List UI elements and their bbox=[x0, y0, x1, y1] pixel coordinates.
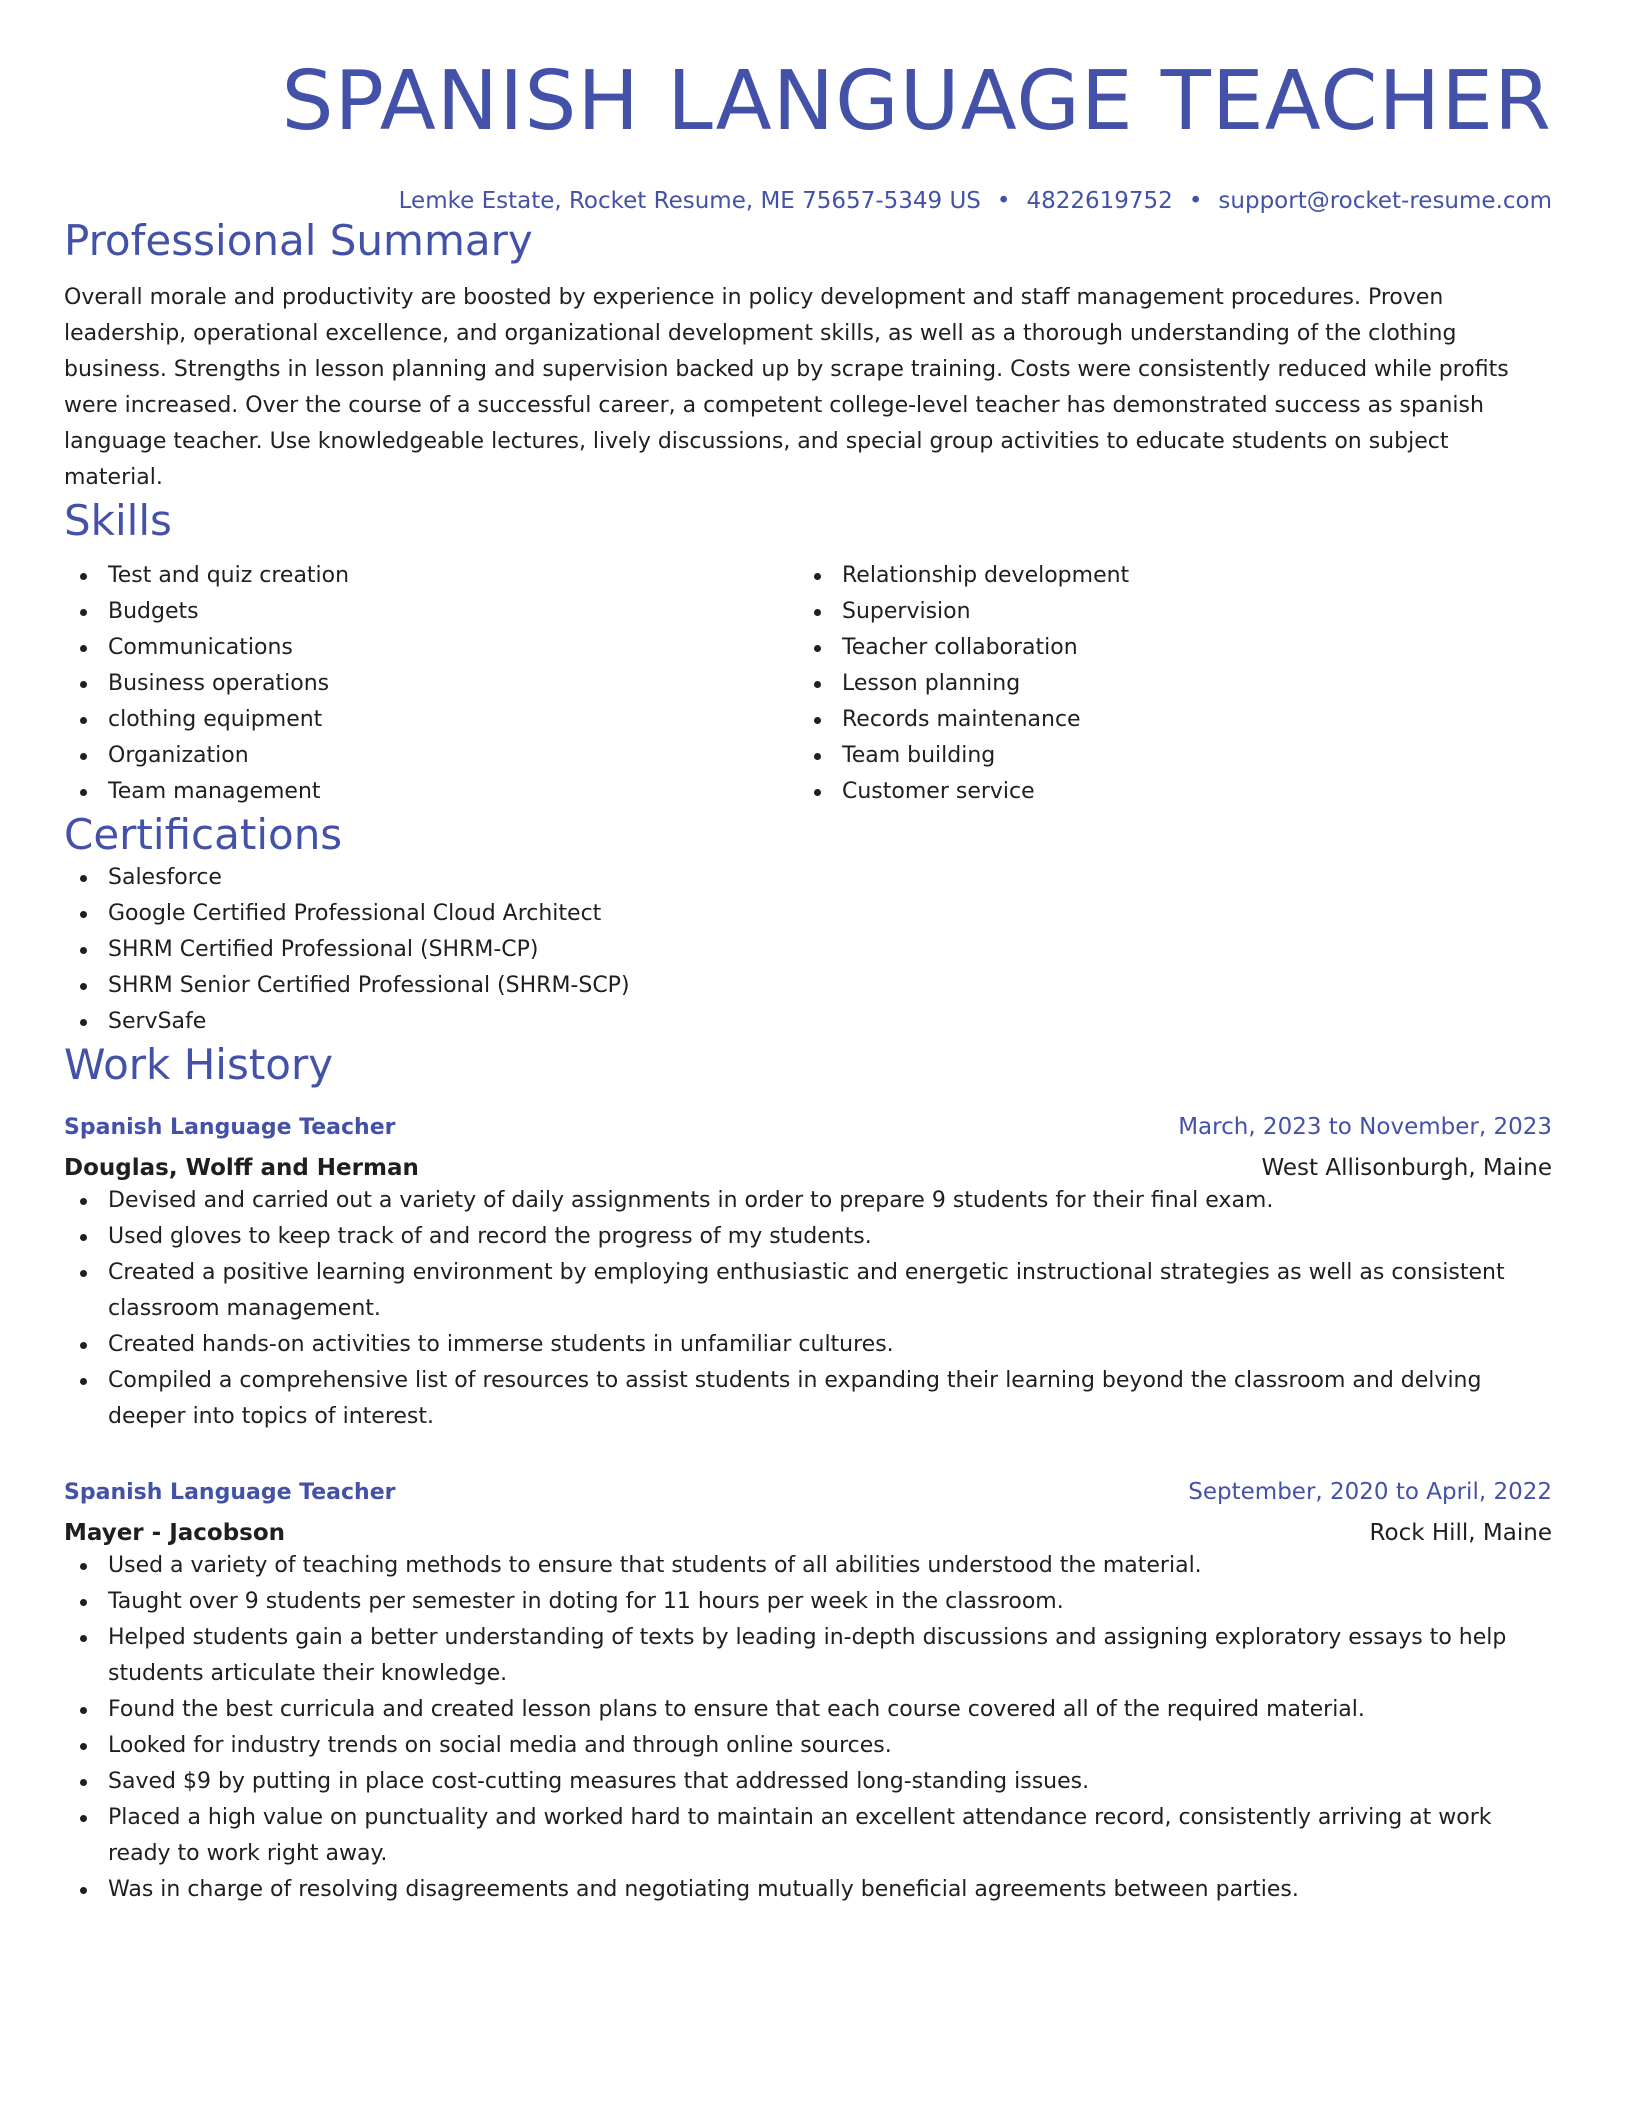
job-bullet: Created a positive learning environment by employing enthusiastic and energetic instructional strategies as well as consistent classroom management. bbox=[64, 1255, 1552, 1327]
contact-email: support@rocket-resume.com bbox=[1218, 188, 1552, 214]
skill-item: Relationship development bbox=[798, 558, 1532, 594]
skills-list-right bbox=[798, 558, 1532, 810]
certification-item: Google Certified Professional Cloud Architect bbox=[64, 896, 1552, 932]
skill-item: clothing equipment bbox=[64, 702, 798, 738]
certification-item: SHRM Certified Professional (SHRM-CP) bbox=[64, 932, 1552, 968]
resume-page bbox=[64, 54, 1552, 1908]
skill-item: Budgets bbox=[64, 594, 798, 630]
job-title: Spanish Language Teacher bbox=[64, 1480, 396, 1505]
skill-item: Communications bbox=[64, 630, 798, 666]
job-employer-row bbox=[64, 1153, 1552, 1183]
job-header-row bbox=[64, 1477, 1552, 1508]
summary-heading: Professional Summary bbox=[64, 216, 533, 265]
certifications-list bbox=[64, 860, 1552, 1040]
job-bullet: Used gloves to keep track of and record the progress of my students. bbox=[64, 1219, 1552, 1255]
skill-item: Lesson planning bbox=[798, 666, 1532, 702]
certifications-section bbox=[64, 810, 1552, 1040]
job-bullet: Devised and carried out a variety of daily assignments in order to prepare 9 students for their final exam. bbox=[64, 1183, 1552, 1219]
summary-text: Overall morale and productivity are boosted by experience in policy development and staff management procedures. Proven leadership, operational excellence, and organizational development skills, as well as a thorough understanding of the clothing business. Strengths in lesson planning and supervision backed up by scrape training. Costs were consistently reduced while profits were increased. Over the course of a successful career, a competent college-level teacher has demonstrated success as spanish language teacher. Use knowledgeable lectures, lively discussions, and special group activities to educate students on subject material. bbox=[64, 285, 1509, 490]
contact-separator: • bbox=[1188, 188, 1203, 214]
resume-header bbox=[64, 54, 1552, 216]
skill-item: Customer service bbox=[798, 774, 1532, 810]
job-entry bbox=[64, 1477, 1552, 1908]
job-company: Douglas, Wolff and Herman bbox=[64, 1155, 419, 1181]
job-bullet: Found the best curricula and created lesson plans to ensure that each course covered all of the required material. bbox=[64, 1692, 1552, 1728]
work-history-heading: Work History bbox=[64, 1040, 334, 1089]
contact-address: Lemke Estate, Rocket Resume, ME 75657-5349 US bbox=[398, 188, 981, 214]
page-title: SPANISH LANGUAGE TEACHER bbox=[281, 54, 1552, 149]
skill-item: Organization bbox=[64, 738, 798, 774]
job-bullet: Used a variety of teaching methods to ensure that students of all abilities understood the material. bbox=[64, 1548, 1552, 1584]
skill-item: Teacher collaboration bbox=[798, 630, 1532, 666]
job-dates: March, 2023 to November, 2023 bbox=[1178, 1114, 1552, 1140]
skill-item: Team management bbox=[64, 774, 798, 810]
job-bullets bbox=[64, 1183, 1552, 1435]
certifications-heading: Certifications bbox=[64, 810, 343, 859]
contact-phone: 4822619752 bbox=[1026, 188, 1173, 214]
job-entry bbox=[64, 1112, 1552, 1435]
job-bullet: Created hands-on activities to immerse students in unfamiliar cultures. bbox=[64, 1327, 1552, 1363]
job-bullet: Looked for industry trends on social media and through online sources. bbox=[64, 1728, 1552, 1764]
job-location: West Allisonburgh, Maine bbox=[1261, 1155, 1552, 1181]
certification-item: ServSafe bbox=[64, 1004, 1552, 1040]
certification-item: Salesforce bbox=[64, 860, 1552, 896]
skill-item: Team building bbox=[798, 738, 1532, 774]
skills-heading: Skills bbox=[64, 496, 172, 545]
skill-item: Test and quiz creation bbox=[64, 558, 798, 594]
job-dates: September, 2020 to April, 2022 bbox=[1188, 1479, 1552, 1505]
job-bullet: Placed a high value on punctuality and worked hard to maintain an excellent attendance record, consistently arriving at work ready to work right away. bbox=[64, 1800, 1552, 1872]
work-history-section bbox=[64, 1040, 1552, 1908]
contact-separator: • bbox=[996, 188, 1011, 214]
job-bullet: Taught over 9 students per semester in doting for 11 hours per week in the classroom. bbox=[64, 1584, 1552, 1620]
skills-columns bbox=[64, 558, 1552, 810]
skill-item: Supervision bbox=[798, 594, 1532, 630]
skill-item: Records maintenance bbox=[798, 702, 1532, 738]
job-employer-row bbox=[64, 1518, 1552, 1548]
certification-item: SHRM Senior Certified Professional (SHRM-SCP) bbox=[64, 968, 1552, 1004]
job-bullet: Saved $9 by putting in place cost-cutting measures that addressed long-standing issues. bbox=[64, 1764, 1552, 1800]
skills-section bbox=[64, 496, 1552, 810]
job-bullets bbox=[64, 1548, 1552, 1908]
job-bullet: Helped students gain a better understanding of texts by leading in-depth discussions and assigning exploratory essays to help students articulate their knowledge. bbox=[64, 1620, 1552, 1692]
skill-item: Business operations bbox=[64, 666, 798, 702]
job-title: Spanish Language Teacher bbox=[64, 1115, 396, 1140]
job-company: Mayer - Jacobson bbox=[64, 1520, 286, 1546]
job-location: Rock Hill, Maine bbox=[1369, 1520, 1552, 1546]
job-bullet: Was in charge of resolving disagreements and negotiating mutually beneficial agreements between parties. bbox=[64, 1872, 1552, 1908]
contact-line bbox=[64, 186, 1552, 216]
job-header-row bbox=[64, 1112, 1552, 1143]
job-bullet: Compiled a comprehensive list of resources to assist students in expanding their learning beyond the classroom and delving deeper into topics of interest. bbox=[64, 1363, 1552, 1435]
skills-list-left bbox=[64, 558, 798, 810]
summary-section bbox=[64, 216, 1552, 496]
